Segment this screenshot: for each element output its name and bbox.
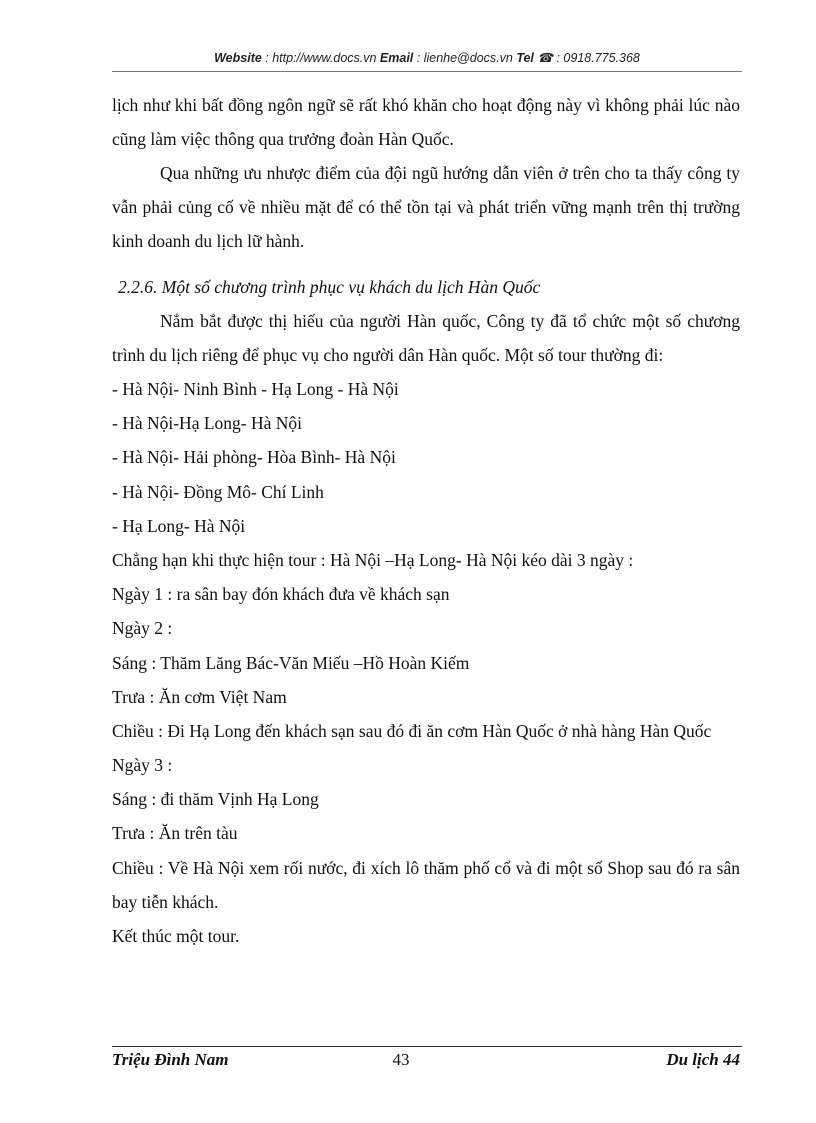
tour-list-item: - Hà Nội- Đồng Mô- Chí Linh <box>112 481 324 502</box>
itinerary-day-2-morning: Sáng : Thăm Lăng Bác-Văn Miếu –Hồ Hoàn Kiếm <box>112 652 470 673</box>
itinerary-day-2-afternoon: Chiều : Đi Hạ Long đến khách sạn sau đó đi ăn cơm Hàn Quốc ở nhà hàng Hàn Quốc <box>112 721 712 742</box>
website-value: : http://www.docs.vn <box>261 51 380 65</box>
example-intro: Chẳng hạn khi thực hiện tour : Hà Nội –Hạ Long- Hà Nội kéo dài 3 ngày : <box>112 550 634 571</box>
page-header <box>112 50 742 65</box>
page-footer <box>112 1050 742 1074</box>
header-divider <box>112 71 742 72</box>
page-number: 43 <box>392 1050 410 1069</box>
email-value: : lienhe@docs.vn <box>413 51 517 65</box>
paragraph-tour-intro: Nắm bắt được thị hiếu của người Hàn quốc, Công ty đã tổ chức một số chương trình du lịch riêng để phục vụ cho người dân Hàn quốc. Một số tour thường đi: <box>112 311 740 365</box>
itinerary-day-3-noon: Trưa : Ăn trên tàu <box>112 823 238 844</box>
footer-course: Du lịch 44 <box>666 1050 740 1069</box>
website-label: Website <box>214 51 262 65</box>
tel-value: : 0918.775.368 <box>552 51 640 65</box>
tel-label: Tel <box>516 51 534 65</box>
itinerary-day-2-noon: Trưa : Ăn cơm Việt Nam <box>112 686 287 707</box>
phone-icon: ☎ <box>537 51 553 65</box>
section-heading: 2.2.6. Một số chương trình phục vụ khách du lịch Hàn Quốc <box>118 277 541 297</box>
tour-ending: Kết thúc một tour. <box>112 925 240 946</box>
paragraph-guide-evaluation: Qua những ưu nhược điểm của đội ngũ hướng dẫn viên ở trên cho ta thấy công ty vẫn phải củng cố về nhiều mặt để có thể tồn tại và phát triển vững mạnh trên thị trường kinh doanh du lịch lữ hành. <box>112 163 740 251</box>
tour-list-item: - Hà Nội-Hạ Long- Hà Nội <box>112 413 303 434</box>
itinerary-day-2: Ngày 2 : <box>112 618 173 639</box>
email-label: Email <box>379 51 414 65</box>
tour-list-item: - Hà Nội- Hải phòng- Hòa Bình- Hà Nội <box>112 447 396 468</box>
itinerary-day-3-afternoon: Chiều : Về Hà Nội xem rối nước, đi xích lô thăm phố cổ và đi một số Shop sau đó ra sân bay tiễn khách. <box>112 857 740 912</box>
paragraph-continuation: lịch như khi bất đồng ngôn ngữ sẽ rất khó khăn cho hoạt động này vì không phải lúc nào cũng làm việc thông qua trưởng đoàn Hàn Quốc. <box>112 95 740 149</box>
itinerary-day-1: Ngày 1 : ra sân bay đón khách đưa về khách sạn <box>112 584 450 605</box>
itinerary-day-3: Ngày 3 : <box>112 755 173 776</box>
footer-author: Triệu Đình Nam <box>112 1050 229 1069</box>
itinerary-day-3-morning: Sáng : đi thăm Vịnh Hạ Long <box>112 789 319 810</box>
tour-list-item: - Hà Nội- Ninh Bình - Hạ Long - Hà Nội <box>112 379 399 399</box>
footer-divider <box>112 1046 742 1047</box>
page-body <box>112 88 740 953</box>
tour-list-item: - Hạ Long- Hà Nội <box>112 515 246 536</box>
